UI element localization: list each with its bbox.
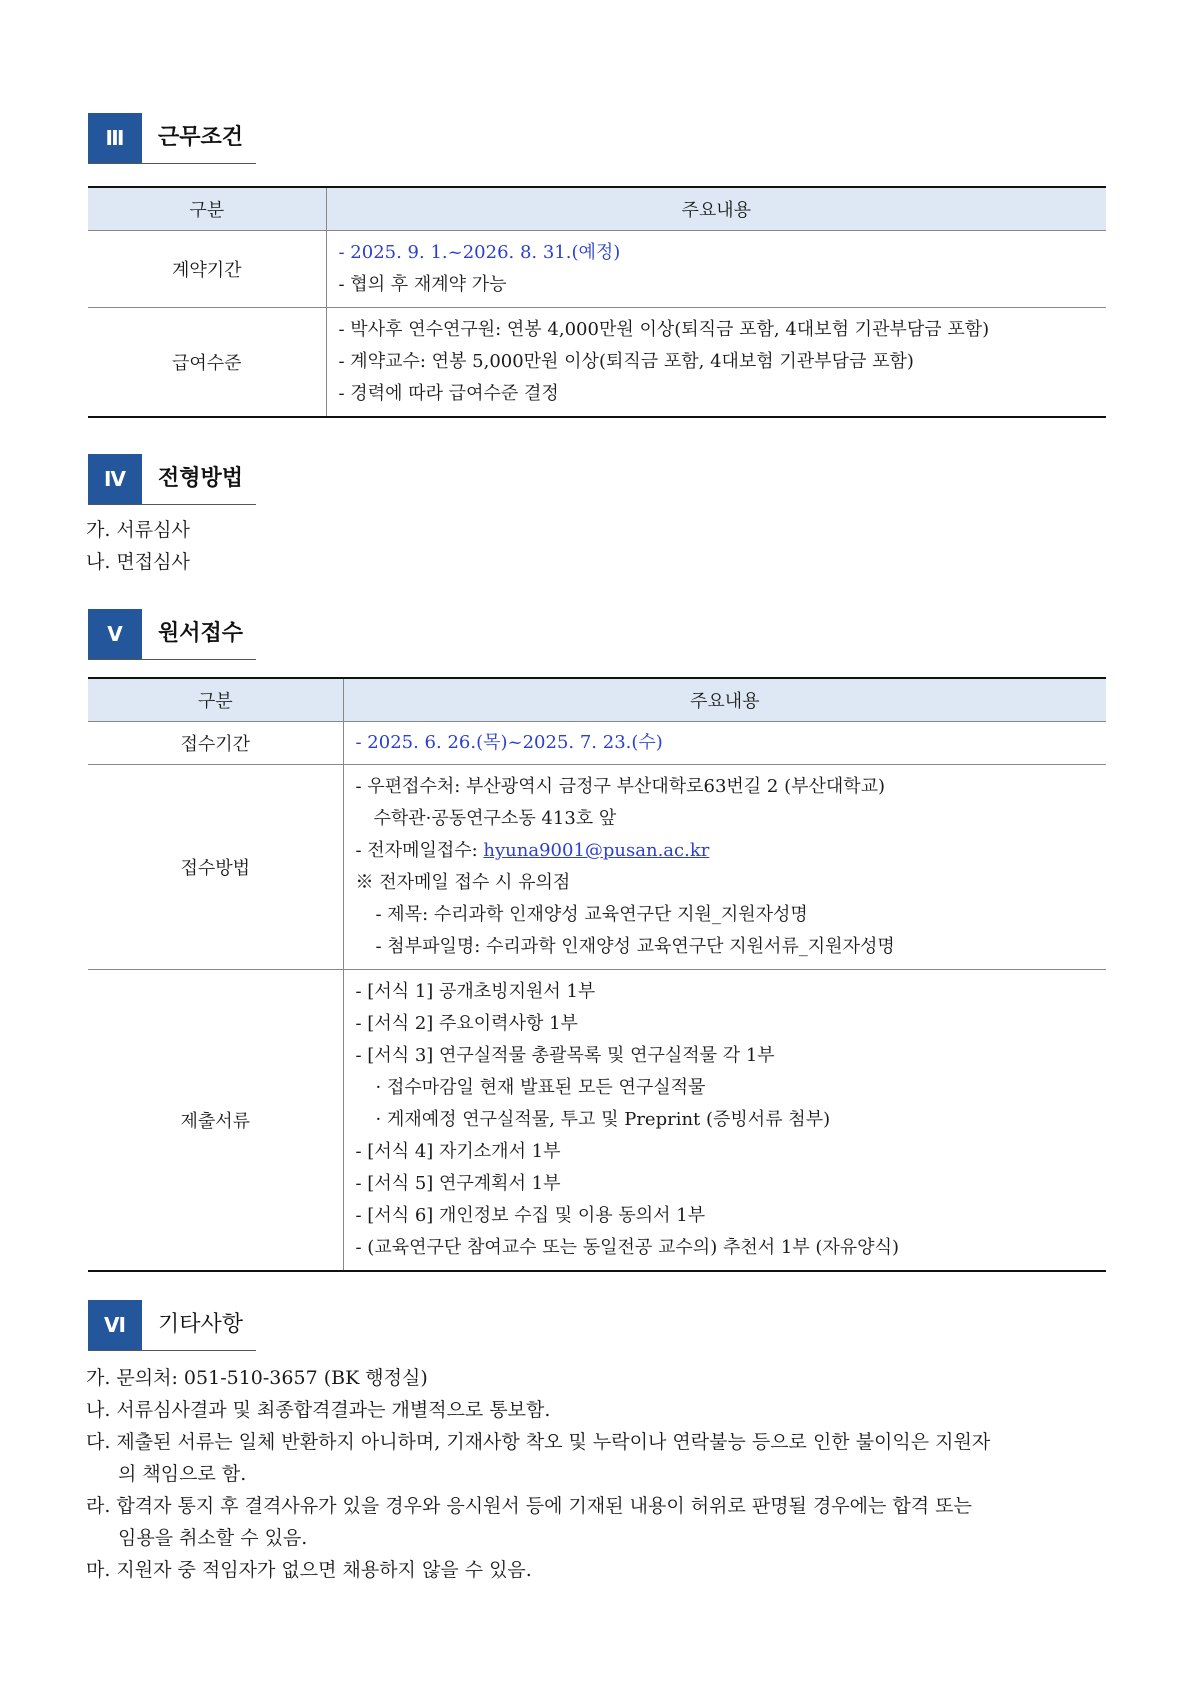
contract-period-dates: - 2025. 9. 1.~2026. 8. 31.(예정) [338, 242, 621, 263]
misc-item-3 [86, 1426, 1116, 1490]
misc-item-3-text: 다. 제출된 서류는 일체 반환하지 아니하며, 기재사항 착오 및 누락이나 연락불능 등으로 인한 불이익은 지원자 [86, 1431, 991, 1453]
row-label-contract-period: 계약기간 [88, 231, 326, 308]
row-label-documents: 제출서류 [88, 970, 343, 1272]
section-6-heading [88, 1300, 256, 1351]
section-6-title: 기타사항 [158, 1312, 244, 1337]
salary-contract-professor: - 계약교수: 연봉 5,000만원 이상(퇴직금 포함, 4대보험 기관부담금 포함) [338, 351, 914, 372]
postal-address: - 우편접수처: 부산광역시 금정구 부산대학로63번길 2 (부산대학교) [355, 776, 886, 797]
table-row [88, 308, 1106, 418]
doc-form-6: - [서식 6] 개인정보 수집 및 이용 동의서 1부 [355, 1205, 706, 1226]
misc-item-4-text: 라. 합격자 통지 후 결격사유가 있을 경우와 응시원서 등에 기재된 내용이 허위로 판명될 경우에는 합격 또는 [86, 1495, 972, 1517]
table-row [88, 231, 1106, 308]
misc-item-4 [86, 1490, 1116, 1554]
misc-item-4-cont: 임용을 취소할 수 있음. [118, 1527, 308, 1549]
section-4-heading [88, 454, 256, 505]
misc-item-3-cont: 의 책임으로 함. [118, 1463, 247, 1485]
application-table [88, 677, 1106, 1272]
table-row [88, 970, 1106, 1272]
doc-form-4: - [서식 4] 자기소개서 1부 [355, 1141, 561, 1162]
salary-postdoc: - 박사후 연수연구원: 연봉 4,000만원 이상(퇴직금 포함, 4대보험 기관부담금 포함) [338, 319, 990, 340]
table-header-content: 주요내용 [343, 678, 1106, 722]
doc-form-3-sub-2: · 게재예정 연구실적물, 투고 및 Preprint (증빙서류 첨부) [375, 1109, 831, 1130]
table-header-category: 구분 [88, 678, 343, 722]
work-conditions-table [88, 186, 1106, 418]
table-header-content: 주요내용 [326, 187, 1106, 231]
postal-address-cont: 수학관·공동연구소동 413호 앞 [373, 808, 617, 829]
table-header-category: 구분 [88, 187, 326, 231]
section-5-number: Ⅴ [88, 609, 142, 659]
doc-form-2: - [서식 2] 주요이력사항 1부 [355, 1013, 578, 1034]
selection-step-2: 나. 면접심사 [86, 551, 190, 573]
misc-item-1: 가. 문의처: 051-510-3657 (BK 행정실) [86, 1367, 428, 1389]
table-row [88, 722, 1106, 765]
section-4-title: 전형방법 [158, 466, 244, 491]
section-5-heading [88, 609, 256, 660]
table-row [88, 765, 1106, 970]
doc-form-3-sub-1: · 접수마감일 현재 발표된 모든 연구실적물 [375, 1077, 706, 1098]
email-note-heading: ※ 전자메일 접수 시 유의점 [355, 872, 571, 893]
section-6-number: Ⅵ [88, 1300, 142, 1350]
email-submission [344, 835, 1107, 867]
row-label-salary: 급여수준 [88, 308, 326, 418]
email-link[interactable]: hyuna9001@pusan.ac.kr [483, 840, 710, 861]
email-note-filename: - 첨부파일명: 수리과학 인재양성 교육연구단 지원서류_지원자성명 [375, 936, 895, 957]
section-5-title: 원서접수 [158, 621, 244, 646]
misc-item-5: 마. 지원자 중 적임자가 없으면 채용하지 않을 수 있음. [86, 1559, 532, 1581]
email-note-subject: - 제목: 수리과학 인재양성 교육연구단 지원_지원자성명 [375, 904, 808, 925]
email-submission-label: - 전자메일접수: [355, 840, 484, 861]
section-3-number: Ⅲ [88, 113, 142, 163]
application-period-dates: - 2025. 6. 26.(목)~2025. 7. 23.(수) [355, 732, 663, 753]
section-4-number: Ⅳ [88, 454, 142, 504]
section-3-title: 근무조건 [158, 125, 244, 150]
misc-item-2: 나. 서류심사결과 및 최종합격결과는 개별적으로 통보함. [86, 1399, 551, 1421]
doc-form-5: - [서식 5] 연구계획서 1부 [355, 1173, 561, 1194]
section-3-heading [88, 113, 256, 164]
selection-step-1: 가. 서류심사 [86, 519, 190, 541]
row-label-application-method: 접수방법 [88, 765, 343, 970]
contract-renewal-note: - 협의 후 재계약 가능 [338, 274, 507, 295]
doc-form-1: - [서식 1] 공개초빙지원서 1부 [355, 981, 596, 1002]
doc-form-3: - [서식 3] 연구실적물 총괄목록 및 연구실적물 각 1부 [355, 1045, 775, 1066]
doc-recommendation: - (교육연구단 참여교수 또는 동일전공 교수의) 추천서 1부 (자유양식) [355, 1237, 899, 1258]
salary-by-experience: - 경력에 따라 급여수준 결정 [338, 383, 559, 404]
row-label-application-period: 접수기간 [88, 722, 343, 765]
